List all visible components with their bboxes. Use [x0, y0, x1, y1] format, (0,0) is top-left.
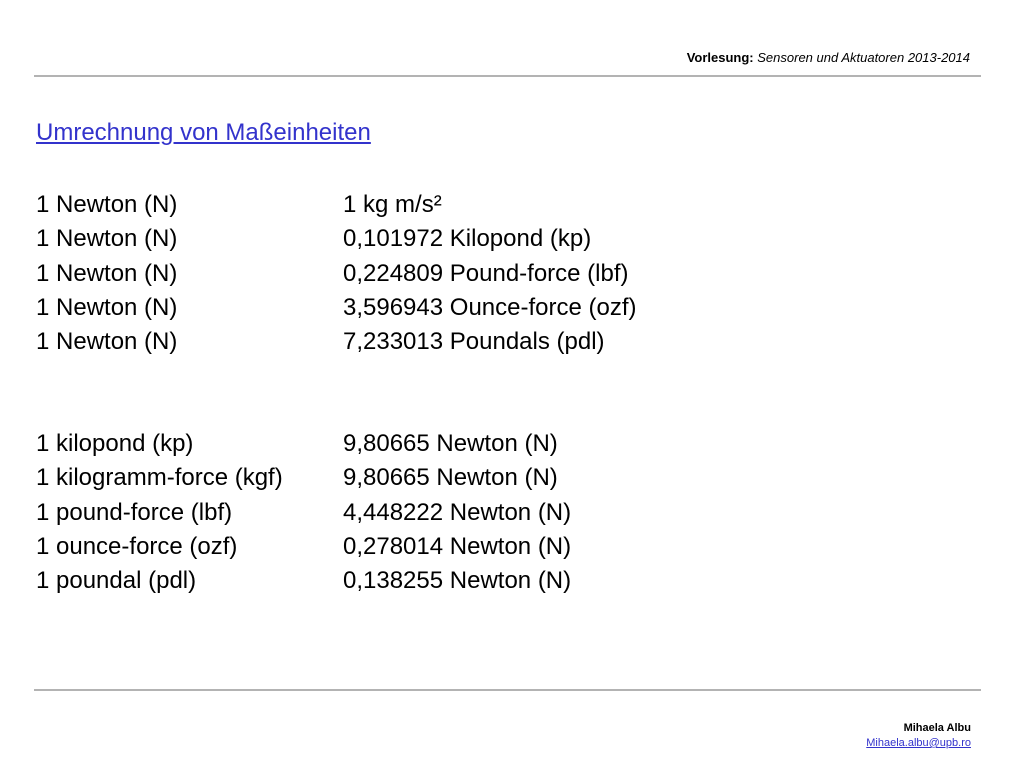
conversion-source: 1 Newton (N)	[36, 191, 178, 218]
conversion-source: 1 Newton (N)	[36, 259, 178, 287]
header-label: Vorlesung:	[686, 50, 754, 65]
conversion-result: 4,448222 Newton (N)	[343, 498, 572, 526]
conversion-source: 1 ounce-force (ozf)	[36, 532, 238, 560]
conversion-result: 0,224809 Pound-force (lbf)	[343, 259, 629, 287]
conversion-result: 0,278014 Newton (N)	[343, 532, 572, 560]
slide-title: Umrechnung von Maßeinheiten	[36, 119, 371, 146]
header-divider	[34, 75, 981, 77]
footer-divider	[34, 689, 981, 691]
conversion-result: 9,80665 Newton (N)	[343, 464, 558, 492]
author-email-link[interactable]: Mihaela.albu@upb.ro	[866, 737, 971, 749]
conversion-result: 3,596943 Ounce-force (ozf)	[343, 293, 637, 321]
slide-footer	[866, 721, 971, 751]
conversion-source: 1 poundal (pdl)	[36, 567, 197, 594]
conversion-result: 1 kg m/s²	[343, 191, 442, 218]
conversion-source: 1 Newton (N)	[36, 293, 178, 321]
conversion-result: 7,233013 Poundals (pdl)	[343, 328, 605, 355]
conversion-source: 1 Newton (N)	[36, 225, 178, 253]
conversion-source: 1 pound-force (lbf)	[36, 498, 233, 526]
conversion-result: 0,138255 Newton (N)	[343, 567, 572, 594]
conversion-source: 1 Newton (N)	[36, 328, 178, 355]
conversion-source: 1 kilopond (kp)	[36, 430, 194, 457]
conversion-result: 0,101972 Kilopond (kp)	[343, 225, 592, 253]
header-subtitle: Sensoren und Aktuatoren 2013-2014	[757, 50, 970, 65]
slide-header	[687, 50, 970, 65]
conversion-result: 9,80665 Newton (N)	[343, 430, 558, 457]
conversion-source: 1 kilogramm-force (kgf)	[36, 464, 283, 492]
author-name: Mihaela Albu	[903, 722, 971, 734]
